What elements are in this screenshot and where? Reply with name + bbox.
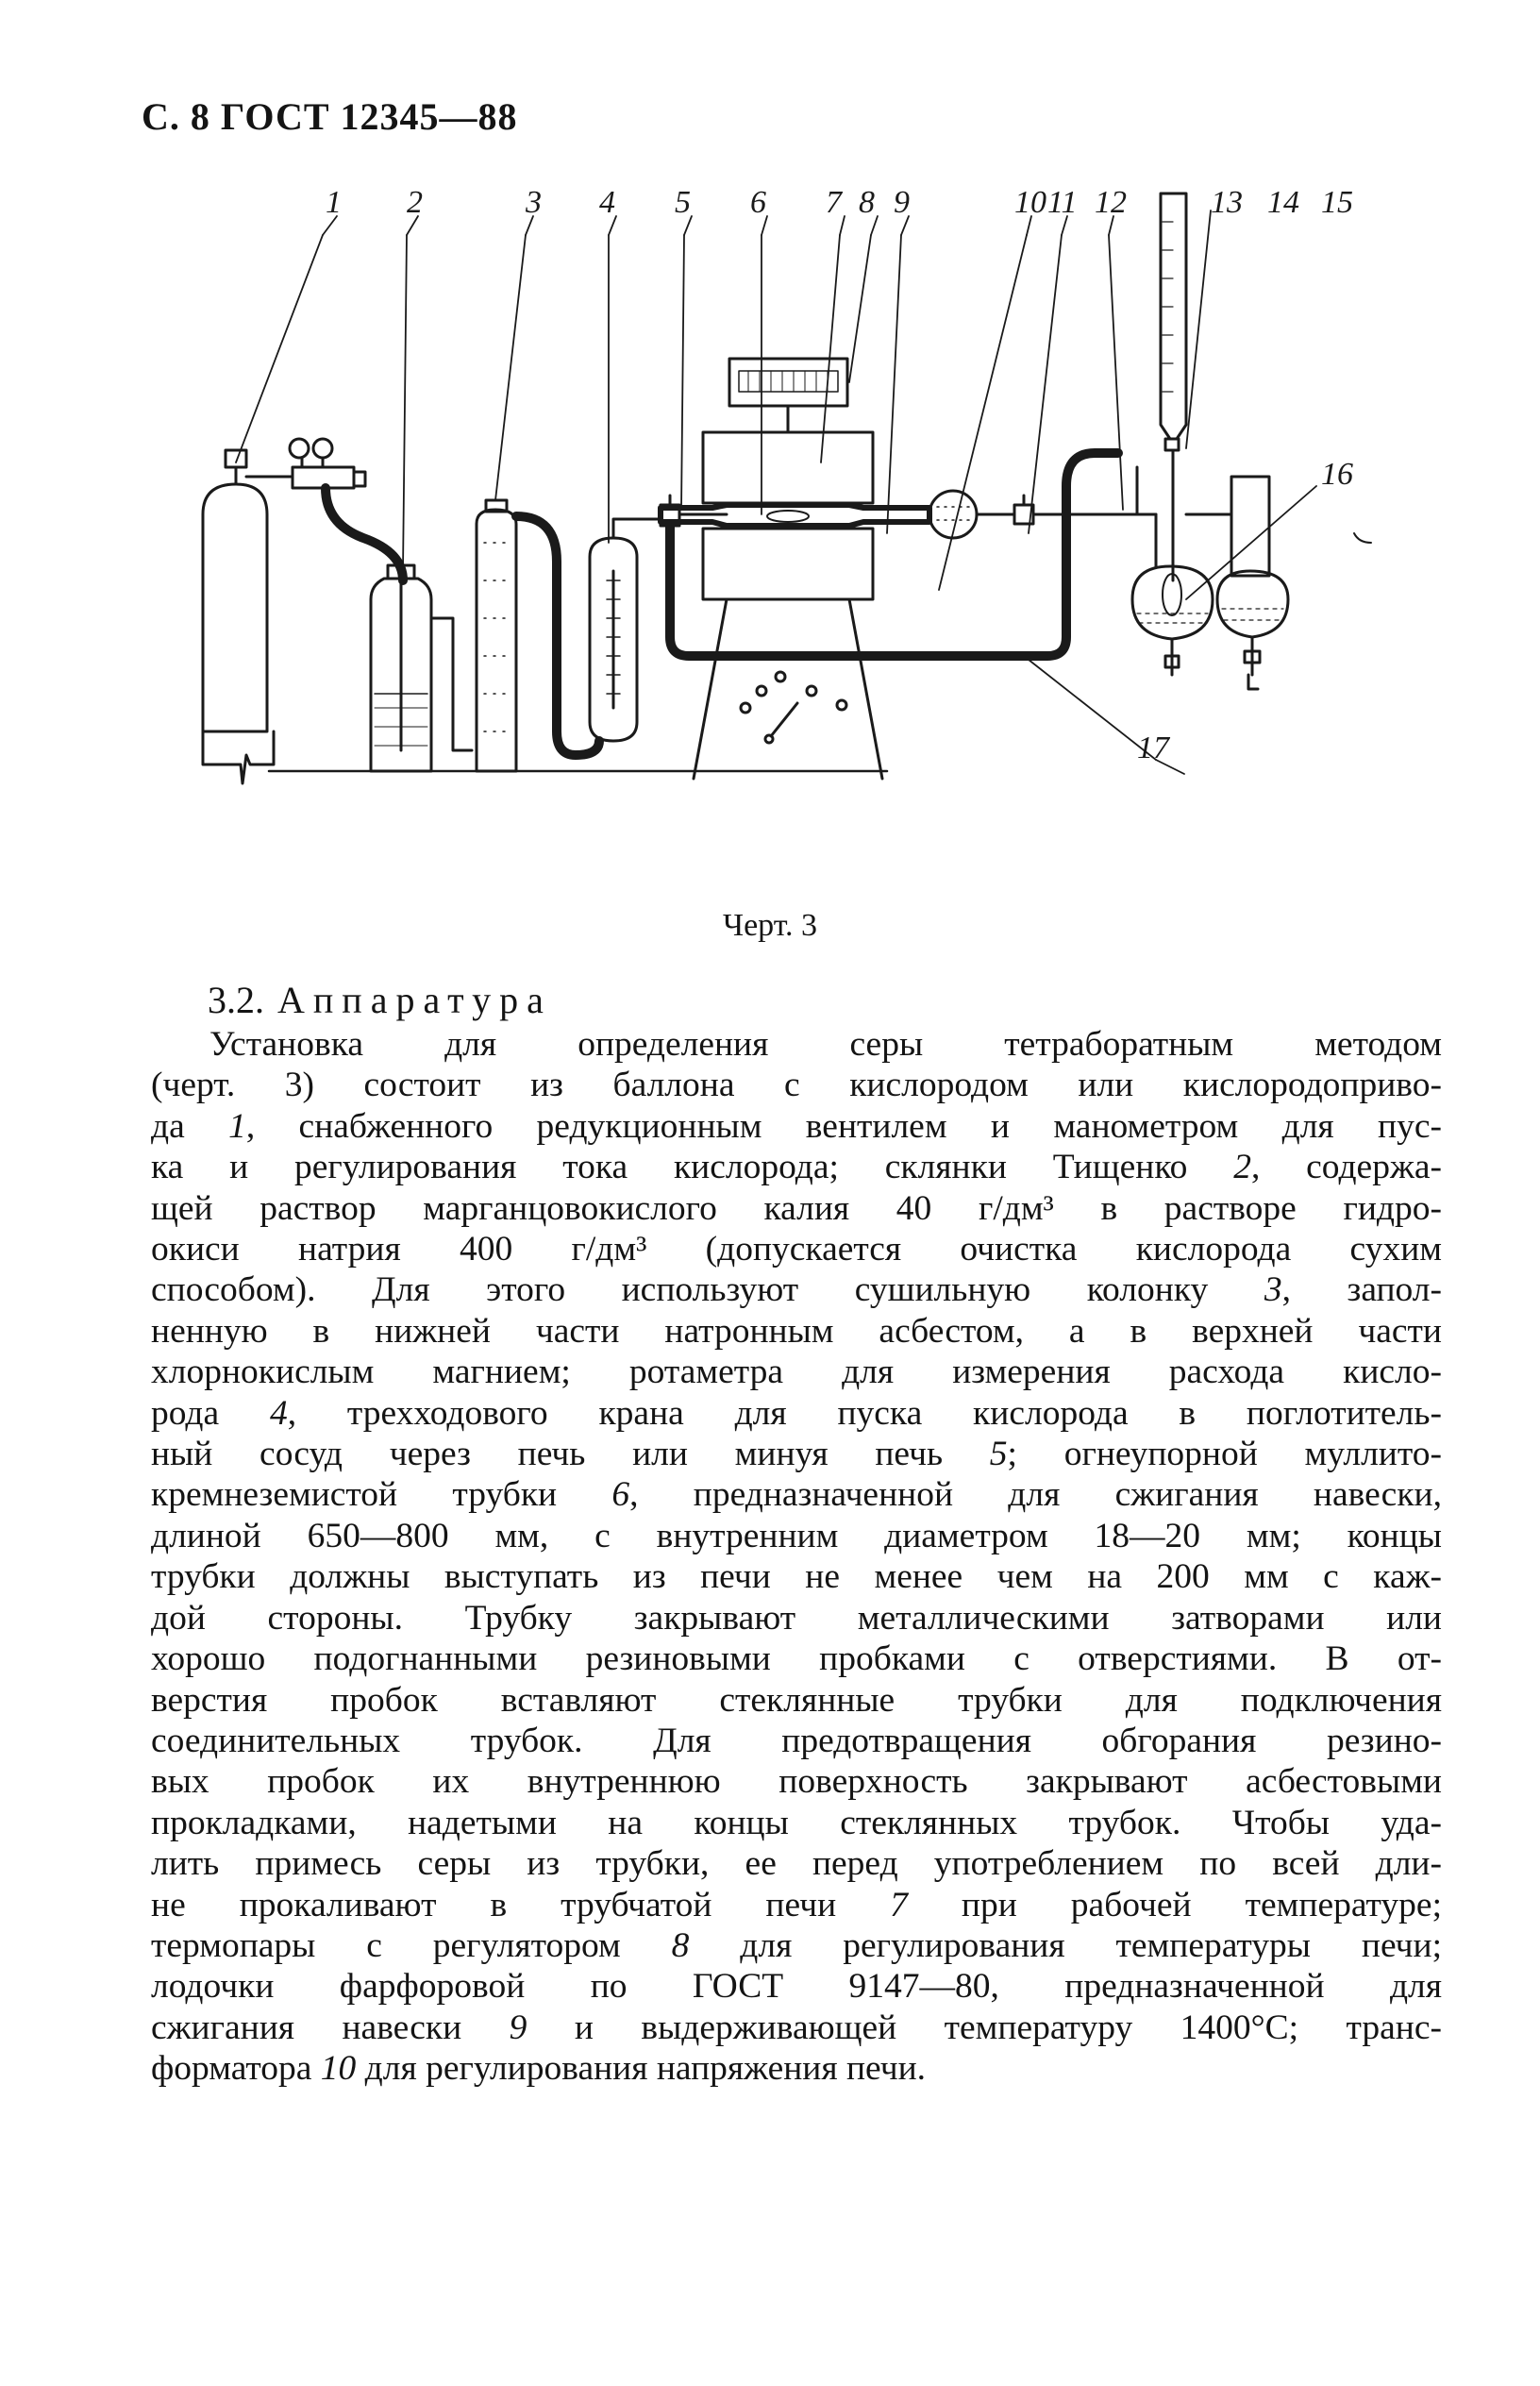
body-paragraph [151, 1024, 1442, 2090]
section-title: Аппаратура [277, 979, 552, 1021]
text-line [151, 1966, 1442, 2007]
callout-numbers [326, 185, 1353, 765]
text-line [151, 2008, 1442, 2048]
callout-4: 4 [599, 185, 615, 220]
callout-11: 11 [1047, 185, 1078, 220]
text-line [151, 1925, 1442, 1966]
text-run: , предназначенной для сжигания навески, [629, 1475, 1442, 1515]
text-line [151, 1269, 1442, 1310]
text-line [151, 1843, 1442, 1884]
outlet-valve [1014, 496, 1156, 524]
text-run: прокладками, надетыми на концы стеклянных трубок. Чтобы уда- [151, 1803, 1442, 1842]
text-run: дой стороны. Трубку закрывают металлическими затворами или [151, 1598, 1442, 1638]
text-line [151, 1106, 1442, 1147]
text-run: ; огнеупорной муллито- [1007, 1435, 1442, 1474]
text-line [151, 1024, 1442, 1065]
section-number: 3.2. [208, 979, 264, 1021]
callout-3: 3 [526, 185, 542, 220]
callout-15: 15 [1321, 185, 1353, 220]
text-run: окиси натрия 400 г/дм³ (допускается очистка кислорода сухим [151, 1230, 1442, 1269]
section-heading [208, 978, 552, 1022]
oxygen-cylinder [203, 450, 274, 783]
text-line [151, 1721, 1442, 1761]
figure-caption: Черт. 3 [722, 908, 818, 943]
callout-1: 1 [326, 185, 342, 220]
apparatus-drawing [184, 184, 1420, 864]
text-run: для регулирования напряжения печи. [356, 2049, 927, 2089]
item-number: 9 [509, 2008, 527, 2047]
callout-6: 6 [750, 185, 766, 220]
rubber-hose-2 [516, 516, 599, 755]
absorption-vessel [1132, 467, 1231, 675]
text-run: Установка для определения серы тетраборатным методом [209, 1025, 1442, 1064]
text-run: ка и регулирования тока кислорода; склянки Тищенко [151, 1148, 1234, 1187]
text-run: соединительных трубок. Для предотвращения обгорания резино- [151, 1721, 1442, 1760]
text-run: способом). Для этого используют сушильную колонку [151, 1270, 1264, 1310]
text-line [151, 1229, 1442, 1269]
apparatus-figure [184, 184, 1420, 864]
text-line [151, 1803, 1442, 1843]
text-run: не прокаливают в трубчатой печи [151, 1885, 891, 1924]
callout-16: 16 [1321, 457, 1353, 492]
text-run: , снабженного редукционным вентилем и манометром для пус- [245, 1106, 1442, 1146]
text-line [151, 1556, 1442, 1597]
callout-17: 17 [1137, 731, 1169, 765]
page-header: С. 8 ГОСТ 12345—88 [142, 95, 518, 138]
reducing-valve [246, 439, 365, 488]
item-number: 10 [320, 2049, 357, 2089]
text-line [151, 1638, 1442, 1679]
text-line [151, 1311, 1442, 1352]
text-line [151, 1680, 1442, 1721]
text-line [151, 2048, 1442, 2089]
text-line [151, 1516, 1442, 1556]
text-run: термопары с регулятором [151, 1925, 672, 1965]
item-number: 6 [611, 1475, 630, 1515]
text-run: при рабочей температуре; [907, 1885, 1442, 1924]
callout-13: 13 [1211, 185, 1243, 220]
item-number: 1 [228, 1106, 246, 1146]
text-line [151, 1352, 1442, 1392]
text-run: , содержа- [1250, 1148, 1442, 1187]
text-run: ненную в нижней части натронным асбестом, а в верхней части [151, 1311, 1442, 1351]
text-run: сжигания навески [151, 2008, 510, 2047]
text-run: форматора [151, 2049, 321, 2089]
rotameter [590, 519, 661, 741]
item-number: 7 [890, 1885, 908, 1924]
text-line [151, 1393, 1442, 1434]
text-line [151, 1188, 1442, 1229]
item-number: 5 [989, 1435, 1008, 1474]
text-line [151, 1761, 1442, 1802]
tishchenko-flask [371, 565, 472, 771]
comparison-vessel [1217, 477, 1288, 689]
text-run: трубки должны выступать из печи не менее чем на 200 мм с каж- [151, 1557, 1442, 1597]
burette [1161, 193, 1186, 580]
text-run: кремнеземистой трубки [151, 1475, 612, 1515]
text-run: (черт. 3) состоит из баллона с кислородом или кислородоприво- [151, 1066, 1442, 1105]
callout-12: 12 [1095, 185, 1127, 220]
text-line [151, 1434, 1442, 1474]
text-run: для регулирования температуры печи; [689, 1925, 1442, 1965]
text-run: ный сосуд через печь или минуя печь [151, 1435, 990, 1474]
text-run: верстия пробок вставляют стеклянные трубки для подключения [151, 1680, 1442, 1720]
callout-2: 2 [407, 185, 423, 220]
text-run: да [151, 1106, 229, 1146]
furnace [694, 432, 882, 779]
stray-mark [1354, 533, 1371, 543]
text-run: лить примесь серы из трубки, ее перед употреблением по всей дли- [151, 1844, 1442, 1884]
item-number: 8 [671, 1925, 690, 1965]
absorber-bulb [929, 491, 1014, 538]
text-line [151, 1598, 1442, 1638]
text-line [151, 1147, 1442, 1187]
thermocouple-regulator [729, 359, 847, 432]
text-run: хлорнокислым магнием; ротаметра для измерения расхода кисло- [151, 1353, 1442, 1392]
text-run: и выдерживающей температуру 1400°С; транс- [527, 2008, 1442, 2047]
bypass-hose [670, 453, 1118, 656]
callout-14: 14 [1267, 185, 1299, 220]
text-run: рода [151, 1393, 270, 1433]
item-number: 3 [1264, 1270, 1282, 1310]
text-run: , запол- [1281, 1270, 1442, 1310]
leader-lines [236, 210, 1316, 774]
item-number: 4 [269, 1393, 288, 1433]
callout-8: 8 [859, 185, 875, 220]
text-run: лодочки фарфоровой по ГОСТ 9147—80, предназначенной для [151, 1967, 1442, 2007]
drying-column [477, 500, 516, 771]
text-line [151, 1065, 1442, 1105]
callout-10: 10 [1014, 185, 1046, 220]
callout-9: 9 [894, 185, 910, 220]
callout-5: 5 [675, 185, 691, 220]
text-run: хорошо подогнанными резиновыми пробками с отверстиями. В от- [151, 1639, 1442, 1679]
text-run: , трехходового крана для пуска кислорода в поглотитель- [287, 1393, 1442, 1433]
callout-7: 7 [826, 185, 842, 220]
item-number: 2 [1233, 1148, 1251, 1187]
text-line [151, 1885, 1442, 1925]
text-line [151, 1474, 1442, 1515]
text-run: вых пробок их внутреннюю поверхность закрывают асбестовыми [151, 1762, 1442, 1802]
text-run: щей раствор марганцовокислого калия 40 г/дм³ в растворе гидро- [151, 1188, 1442, 1228]
text-run: длиной 650—800 мм, с внутренним диаметром 18—20 мм; концы [151, 1516, 1442, 1555]
